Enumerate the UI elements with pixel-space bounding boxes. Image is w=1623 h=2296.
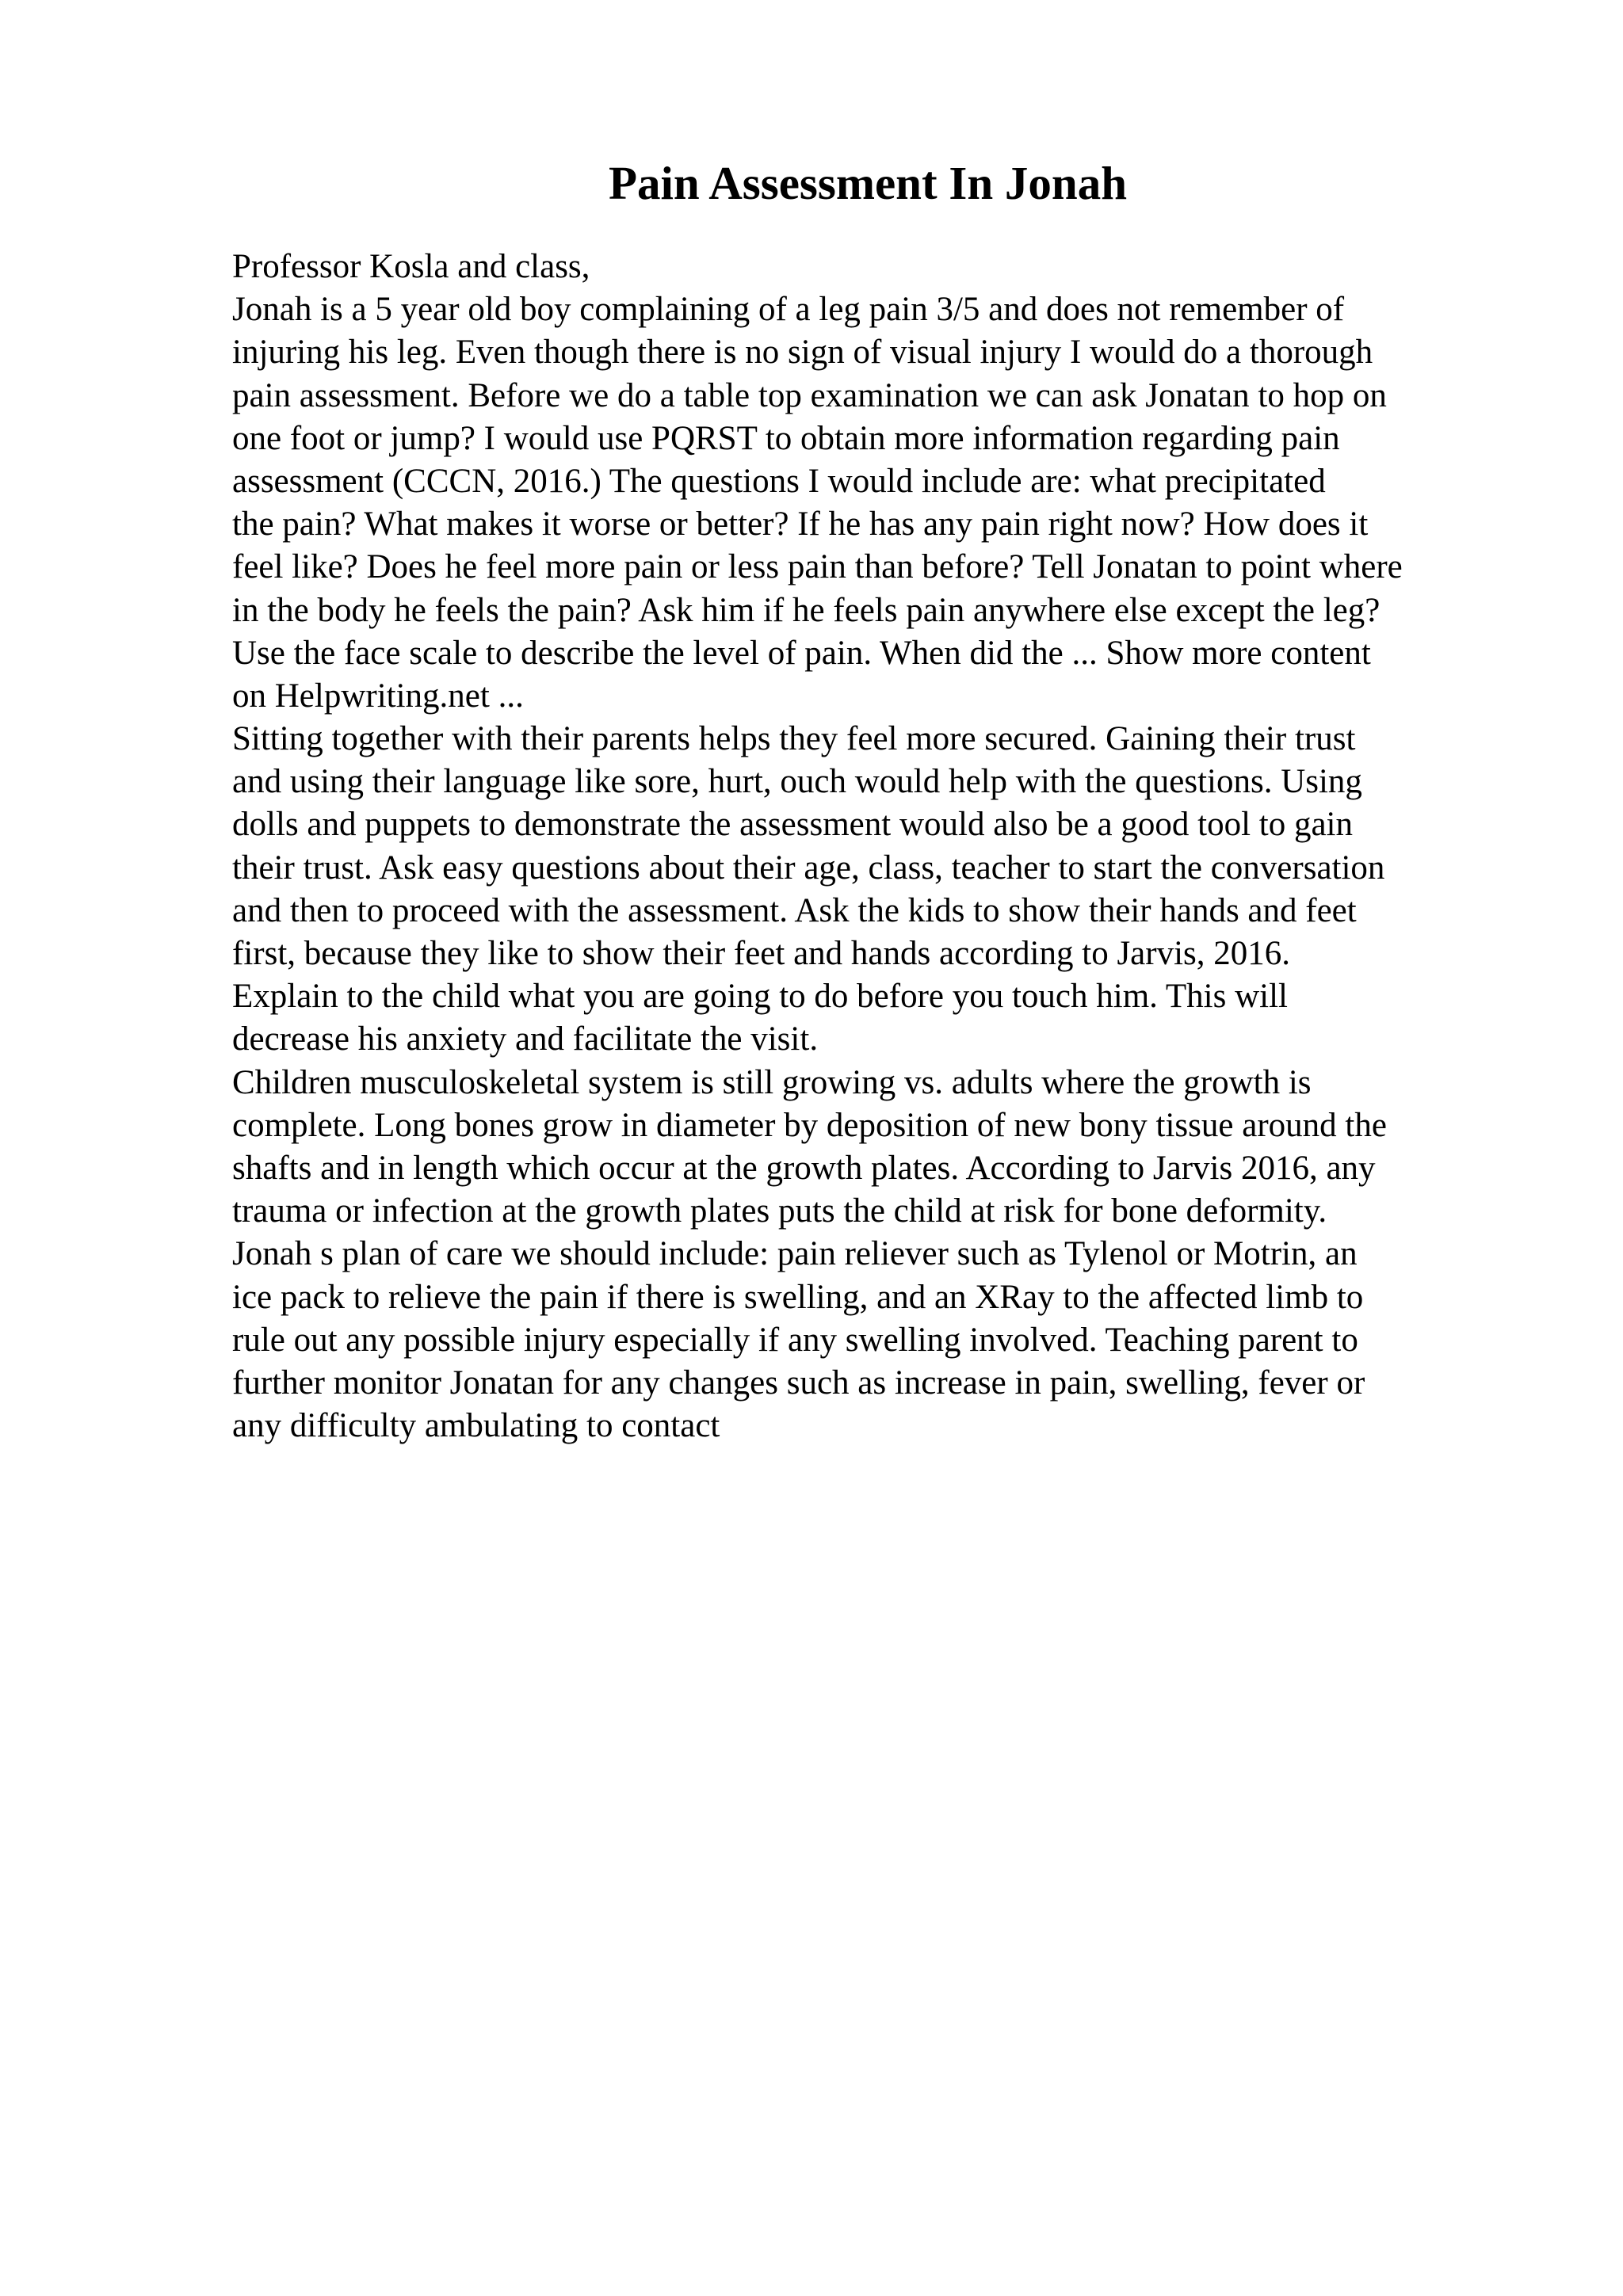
body-line: dolls and puppets to demonstrate the assessment would also be a good tool to gain (232, 806, 1354, 844)
body-line: decrease his anxiety and facilitate the visit. (232, 1020, 819, 1058)
body-line: the pain? What makes it worse or better? If he has any pain right now? How does it (232, 505, 1369, 543)
body-line: assessment (CCCN, 2016.) The questions I would include are: what precipitated (232, 462, 1326, 500)
body-line: on Helpwriting.net ... (232, 677, 524, 715)
body-line: feel like? Does he feel more pain or less pain than before? Tell Jonatan to point where (232, 548, 1403, 586)
body-line: pain assessment. Before we do a table top examination we can ask Jonatan to hop on (232, 376, 1387, 414)
body-line: rule out any possible injury especially if any swelling involved. Teaching parent to (232, 1321, 1358, 1359)
body-line: Explain to the child what you are going to do before you touch him. This will (232, 978, 1288, 1016)
body-line: trauma or infection at the growth plates puts the child at risk for bone deformity. (232, 1192, 1327, 1230)
body-line: their trust. Ask easy questions about their age, class, teacher to start the conversation (232, 849, 1385, 887)
body-line: Jonah s plan of care we should include: pain reliever such as Tylenol or Motrin, an (232, 1235, 1358, 1273)
document-body (232, 246, 1595, 1447)
body-line: injuring his leg. Even though there is no sign of visual injury I would do a thorough (232, 334, 1373, 372)
body-line: and using their language like sore, hurt, ouch would help with the questions. Using (232, 763, 1362, 801)
body-line: Use the face scale to describe the level of pain. When did the ... Show more content (232, 634, 1371, 672)
body-line: shafts and in length which occur at the growth plates. According to Jarvis 2016, any (232, 1149, 1376, 1187)
body-line: one foot or jump? I would use PQRST to obtain more information regarding pain (232, 419, 1340, 457)
body-line: Jonah is a 5 year old boy complaining of a leg pain 3/5 and does not remember of (232, 291, 1345, 329)
body-line: and then to proceed with the assessment. Ask the kids to show their hands and feet (232, 891, 1357, 929)
body-line: Professor Kosla and class, (232, 248, 590, 285)
body-line: Sitting together with their parents helps they feel more secured. Gaining their trust (232, 720, 1356, 758)
document-title: Pain Assessment In Jonah (608, 157, 1128, 209)
body-line: first, because they like to show their feet and hands according to Jarvis, 2016. (232, 935, 1291, 972)
body-line: ice pack to relieve the pain if there is swelling, and an XRay to the affected limb to (232, 1278, 1364, 1316)
body-line: further monitor Jonatan for any changes such as increase in pain, swelling, fever or (232, 1363, 1365, 1402)
body-line: in the body he feels the pain? Ask him if he feels pain anywhere else except the leg? (232, 591, 1381, 629)
body-line: complete. Long bones grow in diameter by deposition of new bony tissue around the (232, 1106, 1387, 1144)
body-line: any difficulty ambulating to contact (232, 1407, 720, 1445)
body-line: Children musculoskeletal system is still growing vs. adults where the growth is (232, 1063, 1312, 1101)
